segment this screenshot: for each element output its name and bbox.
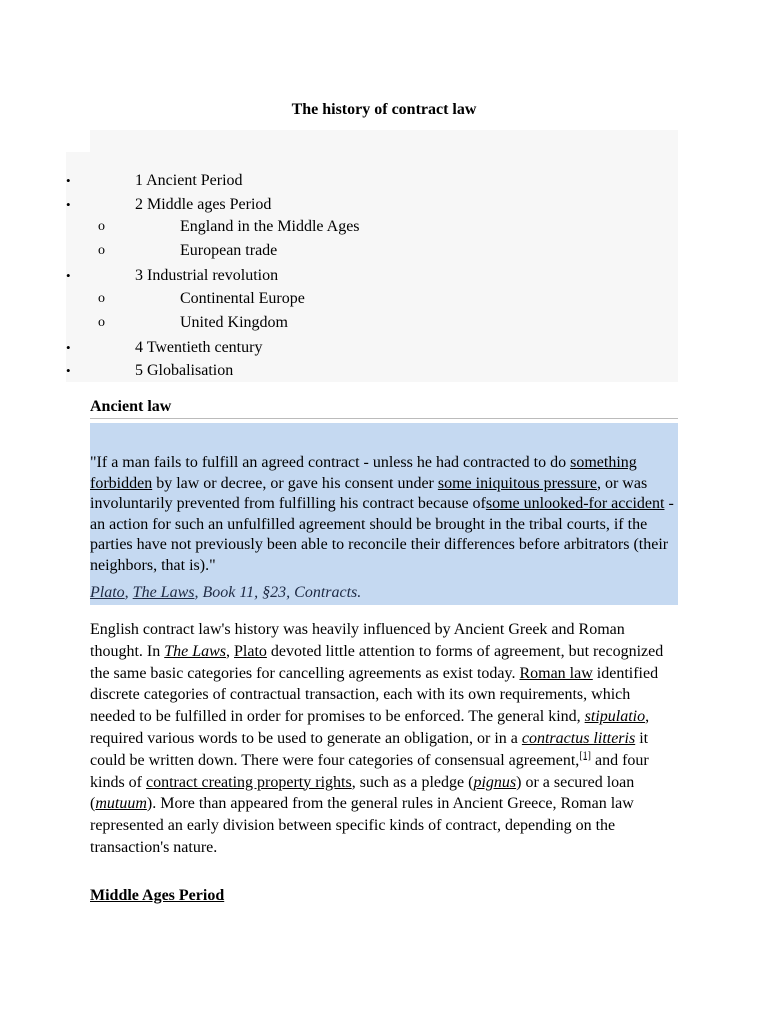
body-link[interactable]: Roman law [519,664,593,682]
toc-subitem-label[interactable]: United Kingdom [180,314,288,331]
sub-bullet-icon: o [98,315,105,330]
toc-item-label[interactable]: 2 Middle ages Period [135,196,272,213]
section-heading-middle-ages[interactable]: Middle Ages Period [90,887,225,904]
quote-text-part: by law or decree, or gave his consent under [152,474,438,492]
body-link[interactable]: mutuum [95,795,147,813]
body-paragraph [90,619,678,859]
toc-item-label[interactable]: 1 Ancient Period [135,172,243,189]
body-text-part: ). More than appeared from the general rules in Ancient Greece, Roman law represented an early division between specific kinds of contract, depending on the transaction's nature. [90,795,634,856]
body-text-part: ) or a secured loan ( [90,773,635,813]
quote-text-part: - an action for such an unfulfilled agreement should be brought in the tribal courts, if the parties have not previously been able to reconcile their differences before arbitrators (their neighbors, that is)." [90,495,674,574]
citation-link-the-laws[interactable]: The Laws [132,584,195,601]
bullet-icon: • [66,197,71,212]
sub-bullet-icon: o [98,219,105,234]
toc-header-background [90,130,678,152]
body-text-part: and four kinds of [90,751,649,791]
toc-item-label[interactable]: 5 Globalisation [135,362,234,379]
bullet-icon: • [66,363,71,378]
section-heading-ancient: Ancient law [90,398,172,415]
quote-link[interactable]: some unlooked-for accident [485,495,665,513]
quote-link[interactable]: something forbidden [90,454,637,492]
section-divider [90,418,678,419]
citation-link-plato[interactable]: Plato [90,584,125,601]
toc-item-label[interactable]: 3 Industrial revolution [135,267,279,284]
body-link[interactable]: Plato [234,642,267,660]
toc-subitem-label[interactable]: European trade [180,242,278,259]
body-text-part: , required various words to be used to generate an obligation, or in a [90,708,650,747]
quote-text [90,453,678,577]
page-title: The history of contract law [291,101,477,118]
bullet-icon: • [66,340,71,355]
sub-bullet-icon: o [98,291,105,306]
body-text-part: it could be written down. There were four categories of consensual agreement, [90,729,649,769]
quote-text-part: , or was involuntarily prevented from fulfilling his contract because of [90,474,648,513]
toc-item-label[interactable]: 4 Twentieth century [135,339,263,356]
quote-link[interactable]: some iniquitous pressure [437,474,597,492]
citation-rest: , Book 11, §23, Contracts. [194,584,362,601]
body-text-part: devoted little attention to forms of agreement, but recognized the same basic categories for cancelling agreements as exist today. [90,642,664,682]
table-of-contents [66,152,678,382]
body-text-part: , such as a pledge ( [351,773,474,791]
footnote-link[interactable]: [1] [579,750,591,762]
body-text-part: , [226,642,235,660]
body-link[interactable]: contract creating property rights [146,773,352,791]
bullet-icon: • [66,173,71,188]
bullet-icon: • [66,268,71,283]
body-link[interactable]: stipulatio [584,708,646,726]
body-text-part: English contract law's history was heavily influenced by Ancient Greek and Roman thought. In [90,621,625,660]
quote-citation [90,584,678,602]
body-link[interactable]: pignus [473,773,517,791]
quote-text-part: "If a man fails to fulfill an agreed contract - unless he had contracted to do [90,454,571,471]
body-link[interactable]: contractus litteris [521,729,636,747]
body-link[interactable]: The Laws [164,642,227,660]
toc-subitem-label[interactable]: Continental Europe [180,290,305,307]
body-text-part: identified discrete categories of contractual transaction, each with its own requirements, which needed to be fulfilled in order for promises to be enforced. The general kind, [90,664,659,726]
sub-bullet-icon: o [98,243,105,258]
citation-separator: , [124,584,133,601]
toc-subitem-label[interactable]: England in the Middle Ages [180,218,360,235]
